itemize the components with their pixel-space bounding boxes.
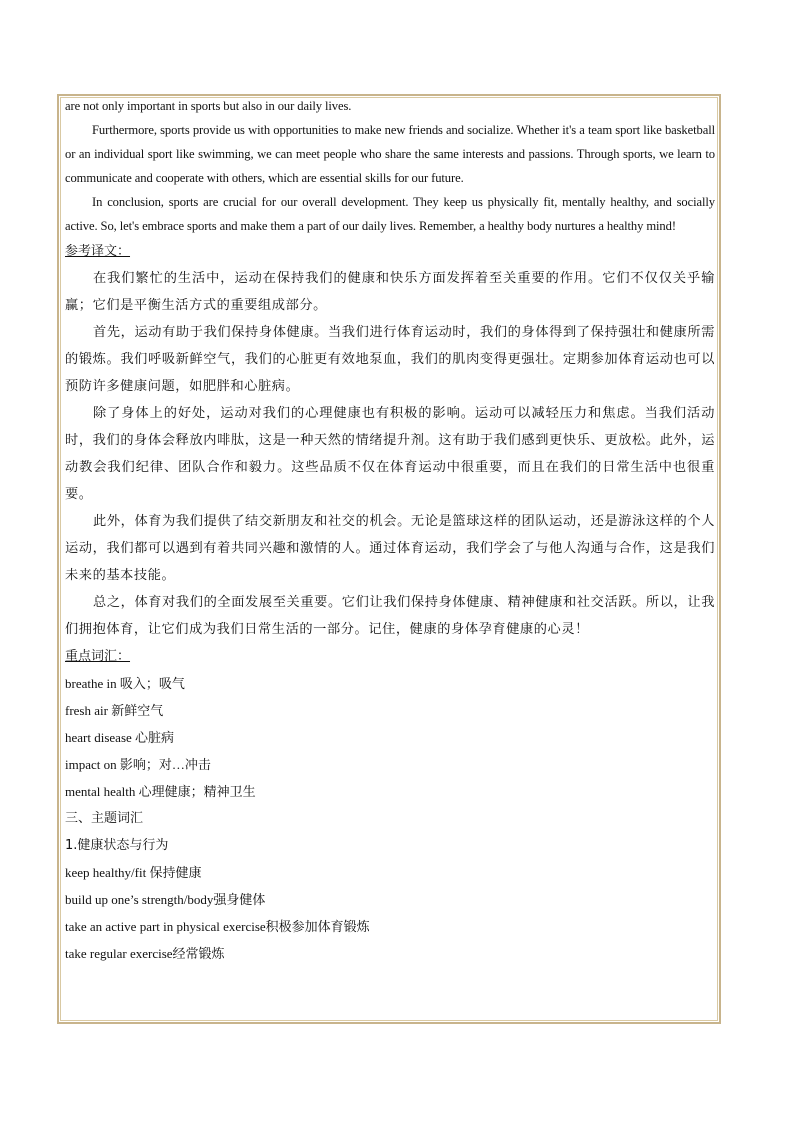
theme-vocab-item: take an active part in physical exercise积极参加体育锻炼	[65, 919, 370, 934]
vocab-item: fresh air 新鲜空气	[65, 703, 164, 718]
theme-vocab-item: take regular exercise经常锻炼	[65, 946, 225, 961]
english-paragraph-friends: Furthermore, sports provide us with opportunities to make new friends and socialize. Whether it's a team sport like basketball or an individual sport like swimming, we can meet people who share the same interests and passions. Through sports, we learn to communicate and cooperate with others, which are essential skills for our future.	[65, 123, 715, 185]
vocab-item: heart disease 心脏病	[65, 730, 175, 745]
theme-vocab-subheading: 1.健康状态与行为	[65, 838, 169, 853]
english-paragraph-continued: are not only important in sports but also in our daily lives.	[65, 99, 352, 113]
theme-vocab-heading: 三、主题词汇	[65, 811, 144, 826]
translation-heading: 参考译文：	[65, 244, 131, 259]
key-vocab-heading: 重点词汇：	[65, 649, 131, 664]
translation-paragraph: 首先，运动有助于我们保持身体健康。当我们进行体育运动时，我们的身体得到了保持强壮和健康所需的锻炼。我们呼吸新鲜空气，我们的心脏更有效地泵血，我们的肌肉变得更强壮。定期参加体育运动也可以预防许多健康问题，如肥胖和心脏病。	[65, 325, 715, 394]
translation-paragraph: 此外，体育为我们提供了结交新朋友和社交的机会。无论是篮球这样的团队运动，还是游泳这样的个人运动，我们都可以遇到有着共同兴趣和激情的人。通过体育运动，我们学会了与他人沟通与合作，这是我们未来的基本技能。	[65, 514, 715, 583]
english-paragraph-conclusion: In conclusion, sports are crucial for our overall development. They keep us physically fit, mentally healthy, and socially active. So, let's embrace sports and make them a part of our daily lives. Remember, a healthy body nurtures a healthy mind!	[65, 195, 715, 233]
vocab-item: impact on 影响；对…冲击	[65, 757, 211, 772]
translation-paragraph: 在我们繁忙的生活中，运动在保持我们的健康和快乐方面发挥着至关重要的作用。它们不仅仅关乎输赢；它们是平衡生活方式的重要组成部分。	[65, 271, 715, 313]
theme-vocab-item: keep healthy/fit 保持健康	[65, 865, 202, 880]
translation-paragraph: 除了身体上的好处，运动对我们的心理健康也有积极的影响。运动可以减轻压力和焦虑。当我们活动时，我们的身体会释放内啡肽，这是一种天然的情绪提升剂。这有助于我们感到更快乐、更放松。此外，运动教会我们纪律、团队合作和毅力。这些品质不仅在体育运动中很重要，而且在我们的日常生活中也很重要。	[65, 406, 715, 502]
document-body	[65, 94, 715, 967]
theme-vocab-item: build up one’s strength/body强身健体	[65, 892, 266, 907]
vocab-item: mental health 心理健康；精神卫生	[65, 784, 256, 799]
vocab-item: breathe in 吸入；吸气	[65, 676, 185, 691]
translation-paragraph: 总之，体育对我们的全面发展至关重要。它们让我们保持身体健康、精神健康和社交活跃。所以，让我们拥抱体育，让它们成为我们日常生活的一部分。记住，健康的身体孕育健康的心灵！	[65, 595, 715, 637]
